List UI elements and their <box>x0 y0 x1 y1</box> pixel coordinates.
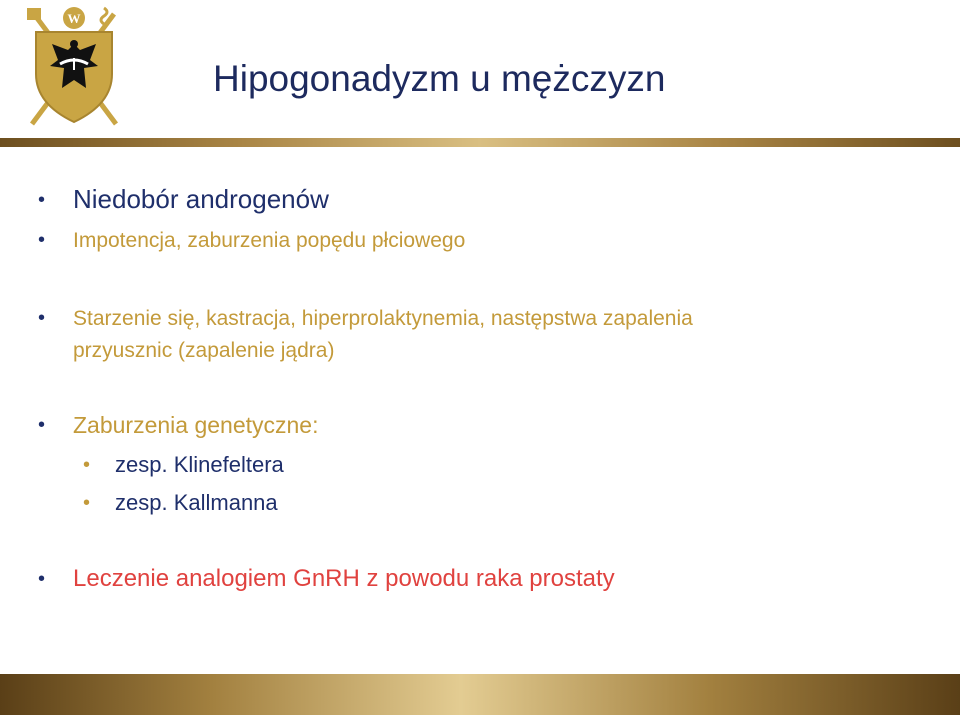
sub-list-item-kallmann: zesp. Kallmanna <box>115 490 278 515</box>
bullet-marker: • <box>38 229 46 251</box>
university-crest-logo <box>24 4 124 130</box>
title-divider <box>0 138 960 147</box>
bullet-marker: • <box>38 568 46 590</box>
sub-bullet-marker: • <box>83 454 91 476</box>
sub-list-item-klinefelter: zesp. Klinefeltera <box>115 452 284 477</box>
bullet-marker: • <box>38 189 46 211</box>
list-item-text-line1: Starzenie się, kastracja, hiperprolaktynemia, następstwa zapalenia <box>73 307 693 330</box>
list-item-text: Leczenie analogiem GnRH z powodu raka prostaty <box>73 565 615 592</box>
bullet-marker: • <box>38 307 46 329</box>
sub-bullet-marker: • <box>83 492 91 514</box>
slide-title: Hipogonadyzm u mężczyzn <box>213 58 666 99</box>
svg-text:W: W <box>67 11 81 26</box>
list-item-text: Zaburzenia genetyczne: <box>73 412 319 438</box>
list-item-text: Niedobór androgenów <box>73 184 329 214</box>
bullet-marker: • <box>38 414 46 436</box>
list-item-text: Impotencja, zaburzenia popędu płciowego <box>73 229 466 252</box>
footer-band <box>0 674 960 715</box>
list-item-text-line2: przyusznic (zapalenie jądra) <box>73 339 335 362</box>
